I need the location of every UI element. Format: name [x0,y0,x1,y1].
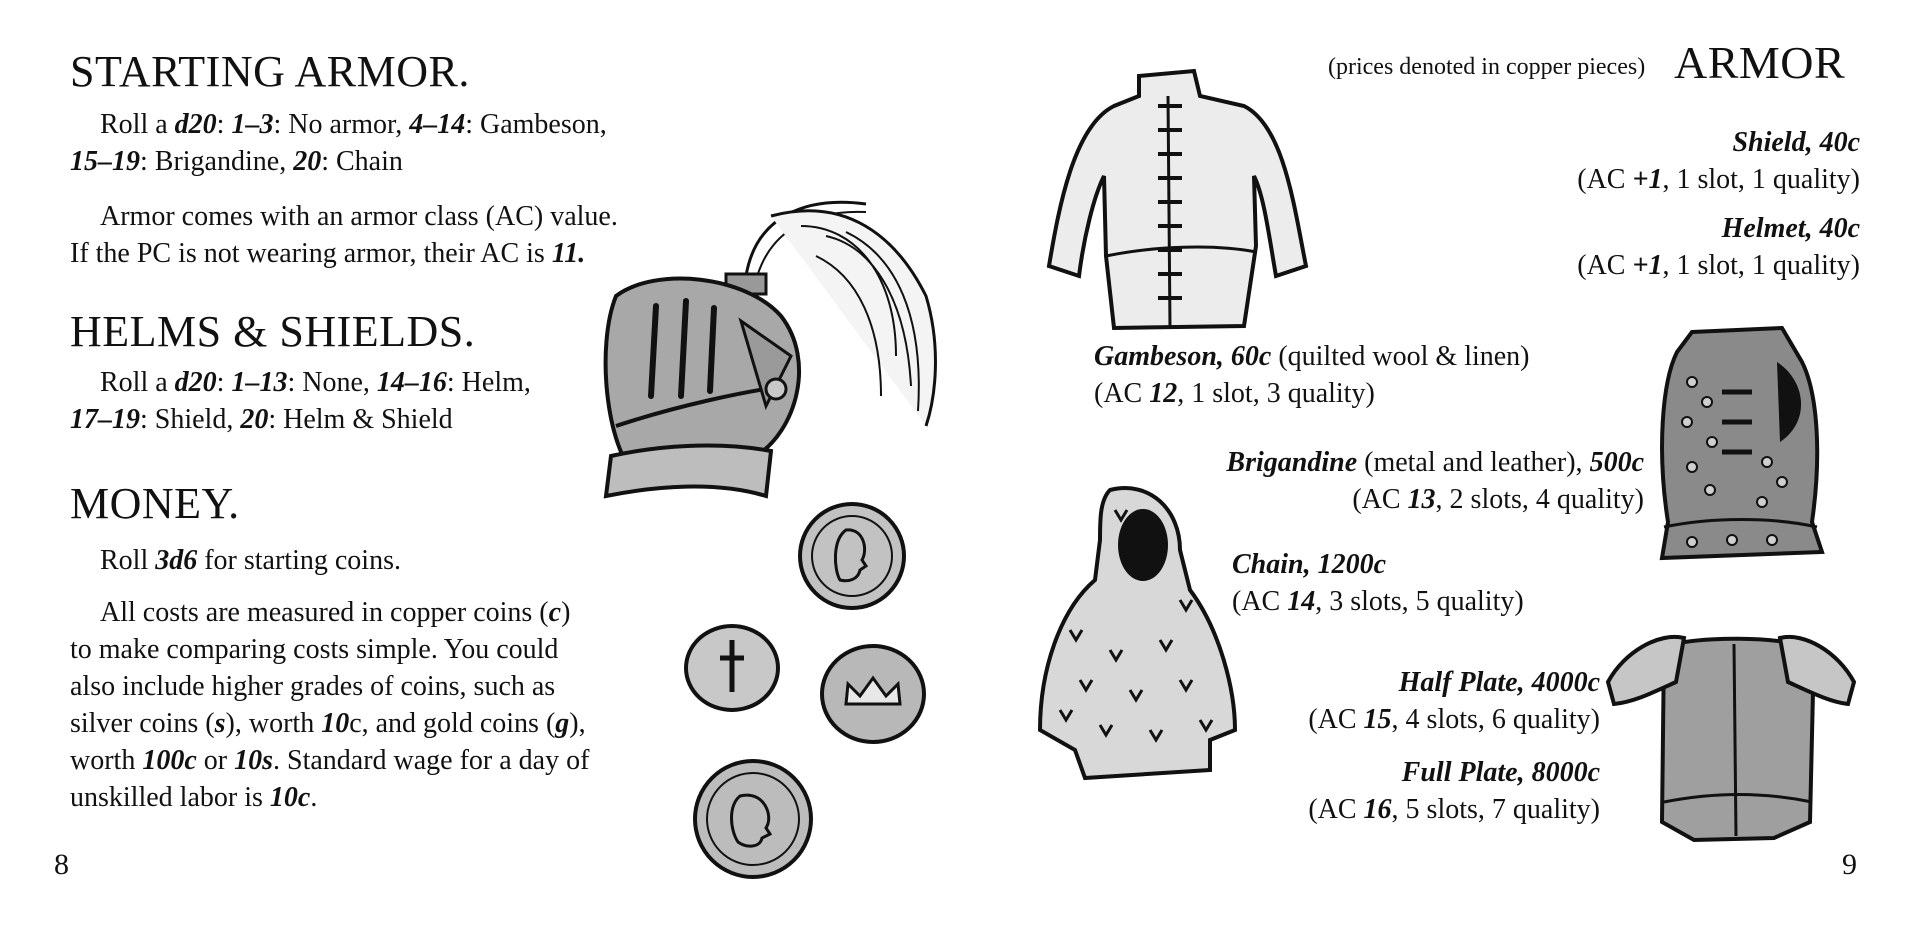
plate-armor-illustration [1604,622,1858,852]
starting-armor-roll-table: Roll a d20: 1–3: No armor, 4–14: Gambeson, 15–19: Brigandine, 20: Chain [70,109,607,177]
page-number-right: 9 [1842,848,1857,881]
helms-shields-roll-table: Roll a d20: 1–13: None, 14–16: Helm, 17–19: Shield, 20: Helm & Shield [70,367,531,435]
gambeson-illustration [1044,66,1308,336]
money-paragraph: All costs are measured in copper coins (c) to make comparing costs simple. You could also include higher grades of coins, such as silver coins (s), worth 10c, and gold coins (g), worth 100c or 10s. Standard wage for a day of unskilled labor is 10c. [70,597,590,813]
armor-item-shield: Shield, 40c (AC +1, 1 slot, 1 quality) [1577,127,1860,195]
helmet-illustration [596,196,946,516]
chain-mail-illustration [1030,480,1240,786]
heading-money: MONEY. [70,479,240,528]
armor-class-paragraph: Armor comes with an armor class (AC) value. If the PC is not wearing armor, their AC is 11. [70,201,618,269]
page-number-left: 8 [54,848,69,881]
armor-item-chain: Chain, 1200c (AC 14, 3 slots, 5 quality) [1232,549,1524,617]
money-roll-line: Roll 3d6 for starting coins. [100,545,401,576]
coin-crown-icon [818,642,928,746]
coin-face-icon [796,500,908,612]
brigandine-illustration [1652,322,1828,572]
heading-armor: ARMOR [1674,37,1846,88]
heading-helms-shields: HELMS & SHIELDS. [70,307,476,356]
coin-head-icon [690,756,816,882]
heading-starting-armor: STARTING ARMOR. [70,47,470,96]
armor-item-full-plate: Full Plate, 8000c (AC 16, 5 slots, 7 quality) [1308,757,1600,825]
armor-item-helmet: Helmet, 40c (AC +1, 1 slot, 1 quality) [1577,213,1860,281]
armor-item-half-plate: Half Plate, 4000c (AC 15, 4 slots, 6 quality) [1308,667,1600,735]
armor-item-gambeson: Gambeson, 60c (quilted wool & linen) (AC 12, 1 slot, 3 quality) [1094,341,1530,409]
prices-note: (prices denoted in copper pieces) [1328,54,1646,80]
coin-sword-icon [682,622,782,714]
armor-item-brigandine: Brigandine (metal and leather), 500c (AC 13, 2 slots, 4 quality) [1226,447,1644,515]
